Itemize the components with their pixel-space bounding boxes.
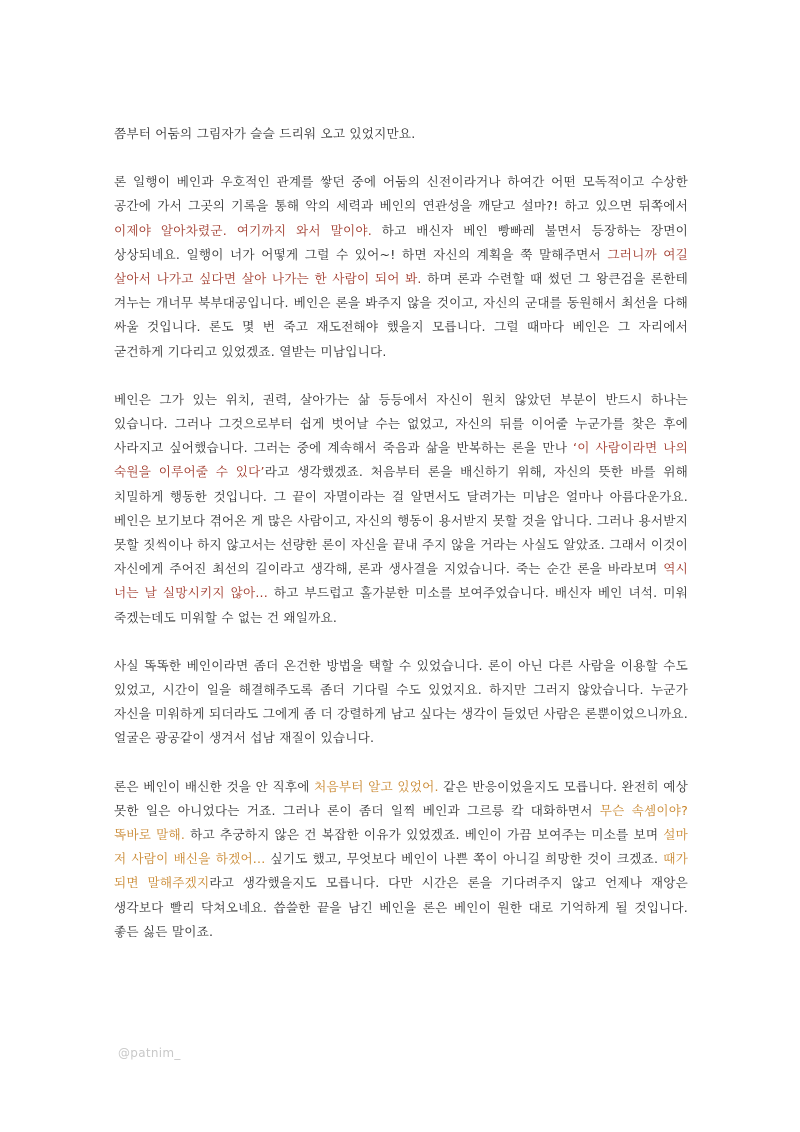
quoted-line-gold: 무슨 속셈이야? 똑바로 말해. (114, 802, 688, 843)
paragraph (114, 654, 688, 751)
body-text: 베인은 그가 있는 위치, 권력, 살아가는 삶 등등에서 자신이 원치 않았던 부분이 반드시 하나는 있습니다. 그러나 그것으로부터 쉽게 벗어날 수는 없었고, 자신의 뒤를 이어줄 누군가를 찾은 후에 사라지고 싶어했습니다. 그러는 중에 계속해서 죽음과 삶을 반복하는 론을 만나 (114, 391, 688, 456)
paragraph (114, 122, 688, 146)
body-text: 싶기도 했고, 무엇보다 베인이 나쁜 쪽이 아니길 희망한 것이 크겠죠. (265, 851, 664, 867)
quoted-line-gold: 처음부터 알고 있었어. (314, 778, 439, 794)
body-text: 하며 론과 수련할 때 썼던 그 왕큰검을 론한테 겨누는 개너무 북부대공입니다. 베인은 론을 봐주지 않을 것이고, 자신의 군대를 동원해서 최선을 다해 싸울 것입니다. 론도 몇 번 죽고 재도전해야 했을지 모릅니다. 그럴 때마다 베인은 그 자리에서 굳건하게 기다리고 있었겠죠. 열받는 미남입니다. (114, 271, 688, 359)
article-body (114, 122, 688, 968)
paragraph (114, 388, 688, 630)
quoted-line-red: 역시 너는 날 실망시키지 않아... (114, 561, 688, 601)
quoted-line-red: 이제야 알아차렸군. 여기까지 와서 말이야. (114, 222, 372, 238)
body-text: 론은 베인이 배신한 것을 안 직후에 (114, 778, 315, 794)
body-text: 하고 부드럽고 홀가분한 미소를 보여주었습니다. 배신자 베인 녀석. 미워 죽겠는데도 미워할 수 없는 건 왜일까요. (114, 585, 689, 625)
quoted-line-red: ‘이 사람이라면 나의 숙원을 이루어줄 수 있다’ (114, 440, 688, 480)
paragraph (114, 170, 688, 364)
body-text: 라고 생각했겠죠. 처음부터 론을 배신하기 위해, 자신의 뜻한 바를 위해 치밀하게 행동한 것입니다. 그 끝이 자멸이라는 걸 알면서도 달려가는 미남은 얼마나 아름다운가요. 베인은 보기보다 겪어온 게 많은 사람이고, 자신의 행동이 용서받지 못할 것을 압니다. 그러나 용서받지 못할 짓씩이나 하지 않고서는 선량한 론이 자신을 끝내 주지 않을 거라는 사실도 알았죠. 그래서 이것이 자신에게 주어진 최선의 길이라고 생각해, 론과 생사결을 지었습니다. 죽는 순간 론을 바라보며 (114, 464, 688, 577)
body-text: 쯤부터 어둠의 그림자가 슬슬 드리워 오고 있었지만요. (114, 126, 416, 141)
body-text: 하고 배신자 베인 빵빠레 불면서 등장하는 장면이 상상되네요. 일행이 너가 어떻게 그럴 수 있어~! 하면 자신의 계획을 쭉 말해주면서 (114, 222, 689, 262)
paragraph (114, 775, 688, 944)
author-watermark: @patnim_ (118, 1046, 181, 1060)
quoted-line-gold: 설마 저 사람이 배신을 하겠어... (114, 827, 688, 867)
body-text: 라고 생각했을지도 모릅니다. 다만 시간은 론을 기다려주지 않고 언제나 재앙은 생각보다 빨리 닥쳐오네요. 씁쓸한 끝을 남긴 베인을 론은 베인이 원한 대로 기억하게 될 것입니다. 좋든 싫든 말이죠. (114, 875, 688, 939)
body-text: 같은 반응이었을지도 모릅니다. 완전히 예상 못한 일은 아니었다는 거죠. 그러나 론이 좀더 일찍 베인과 그르릉 캌 대화하면서 (114, 778, 688, 818)
body-text: 하고 추궁하지 않은 건 복잡한 이유가 있었겠죠. 베인이 가끔 보여주는 미소를 보며 (185, 827, 664, 843)
body-text: 사실 똑똑한 베인이라면 좀더 온건한 방법을 택할 수 있었습니다. 론이 아닌 다른 사람을 이용할 수도 있었고, 시간이 일을 해결해주도록 좀더 기다릴 수도 있었지요. 하지만 그러지 않았습니다. 누군가 자신을 미워하게 되더라도 그에게 좀 더 강렬하게 남고 싶다는 생각이 들었던 사람은 론뿐이었으니까요. 얼굴은 광공같이 생겨서 섭남 재질이 있습니다. (114, 657, 688, 746)
quoted-line-red: 그러니까 여길 살아서 나가고 싶다면 살아 나가는 한 사람이 되어 봐. (114, 246, 688, 287)
quoted-line-gold: 때가 되면 말해주겠지 (114, 851, 688, 891)
body-text: 론 일행이 베인과 우호적인 관계를 쌓던 중에 어둠의 신전이라거나 하여간 어떤 모독적이고 수상한 공간에 가서 그곳의 기록을 통해 악의 세력과 베인의 연관성을 깨닫고 설마?! 하고 있으면 뒤쪽에서 (114, 174, 688, 214)
